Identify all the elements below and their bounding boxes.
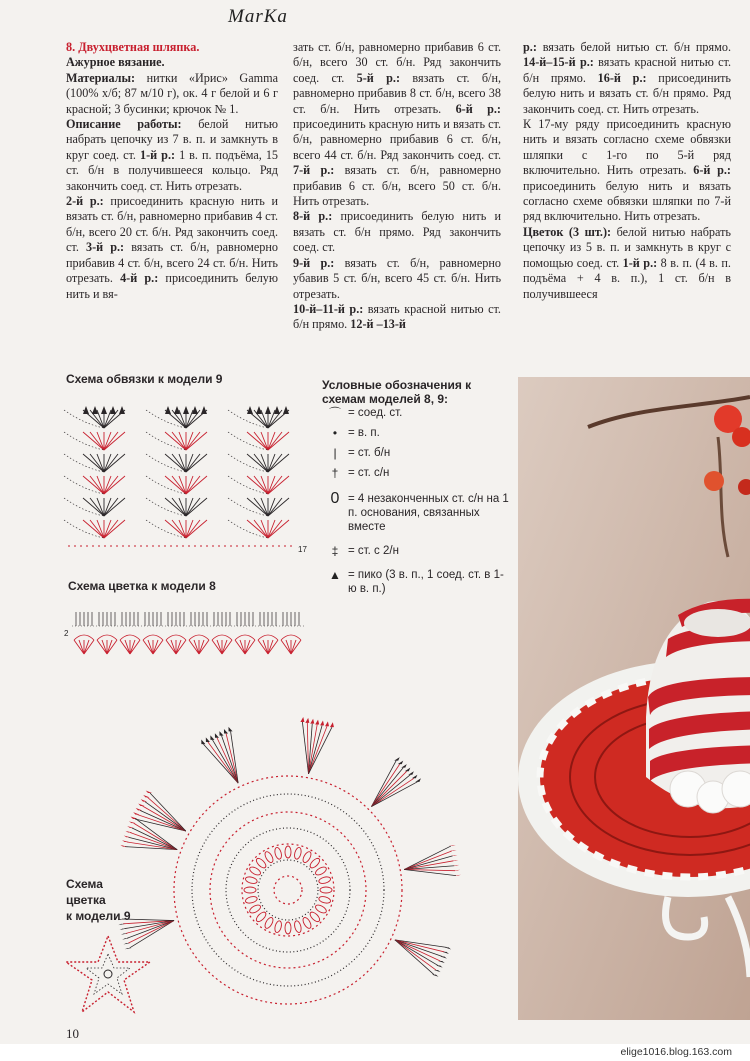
col3-text-3: присоединить белую нить и вязать ст. б/н прямо. Ряд закончить соед. ст. Нить отрезать.: [523, 70, 731, 116]
page-number: 10: [66, 1026, 79, 1041]
col3-text-4: присоединить белую нить и вязать согласно схеме обвязки шляпки по 7-й ряд включительно. Нить отрезать.: [523, 178, 731, 224]
col3-paragraph-2: К 17-му ряду присоединить красную нить и вязать согласно схеме обвязки шляпки с 1-го по 5-й ряд включительно. Нить отрезать.: [523, 117, 731, 178]
col2-text-6: вязать ст. б/н, равномерно убавив 5 ст. б/н, всего 45 ст. б/н. Нить отрезать.: [293, 255, 501, 301]
hat-circular-scheme-diagram: [118, 668, 508, 1020]
col3-text-5: белой нитью набрать цепочку из 5 в. п. и замкнуть в круг с помощью соед. ст.: [523, 224, 731, 270]
hat-photo: [518, 377, 750, 1020]
footer-url: elige1016.blog.163.com: [620, 1046, 732, 1058]
scheme-1-title: Схема обвязки к модели 9: [66, 372, 223, 386]
legend-item: † = ст. с/н: [322, 466, 512, 480]
flower-8-fans: [72, 612, 304, 654]
row-9-label: 9-й р.:: [293, 255, 335, 270]
cluster-stitch-icon: 0: [330, 490, 340, 507]
instructions-column-3: [523, 40, 731, 302]
col2-text-2: вязать ст. б/н, равномерно прибавив 8 ст. б/н, всего 38 ст. б/н. Нить отрезать.: [293, 70, 502, 116]
row-16-label: 16-й р.:: [597, 70, 647, 85]
row-3-label: 3-й р.:: [85, 240, 125, 255]
legend-item: ‡ = ст. с 2/н: [322, 544, 512, 558]
row-2-label: 2-й р.:: [66, 194, 104, 209]
col2-text-4: вязать ст. б/н, равномерно прибавив 6 ст. б/н, всего 50 ст. б/н. Нить отрезать.: [293, 163, 501, 209]
flower-8-scheme-diagram: [64, 600, 314, 660]
materials-label: Материалы:: [66, 70, 136, 85]
hat-illustration: [518, 377, 750, 1020]
flower-label: Цветок (3 шт.):: [523, 224, 612, 239]
edging-scheme-fans: [64, 406, 289, 538]
legend-item: | = ст. б/н: [322, 446, 512, 460]
row-1-text: 1 в. п. подъёма, 15 ст. б/н в получившееся кольцо. Ряд закончить соед. ст. Нить отрезать.: [66, 147, 279, 193]
scheme-3-title: Схема цветка к модели 9: [66, 877, 131, 923]
instructions-column-1: [66, 40, 278, 302]
row-6-label: 6-й р.:: [455, 101, 501, 116]
single-crochet-icon: |: [333, 446, 337, 460]
flower-8-row-number: 2: [64, 629, 69, 638]
row-1b-label: 1-й р.:: [622, 255, 658, 270]
chain-stitch-icon: •: [332, 426, 338, 440]
col3-text-2: вязать красной нитью ст. б/н прямо.: [523, 55, 731, 85]
row-6b-label: 6-й р.:: [693, 163, 731, 178]
treble-crochet-icon: ‡: [331, 544, 339, 558]
edging-scheme-diagram: [62, 392, 312, 564]
star-flower-outline: [66, 936, 150, 1012]
col3-text-1: вязать белой нитью ст. б/н прямо.: [536, 40, 731, 54]
materials-text: нитки «Ирис» Gamma (100% х/б; 87 м/10 г), ок. 4 г белой и 6 г красной; 3 бусинки; крючок № 1.: [66, 70, 278, 116]
circular-scheme-rounds: [174, 776, 402, 1004]
description-text: белой нитью набрать цепочку из 7 в. п. и замкнуть в круг соед. ст.: [66, 117, 278, 162]
pattern-heading: 8. Двухцветная шляпка.: [66, 40, 200, 54]
legend-title: Условные обозначения к схемам моделей 8, 9:: [322, 378, 472, 406]
row-12-13-label-cont: р.:: [523, 40, 537, 54]
row-14-15-label: 14-й–15-й р.:: [523, 55, 594, 70]
legend-item: 0 = 4 незаконченных ст. с/н на 1 п. основания, связанных вместе: [322, 492, 512, 534]
pattern-subheading: Ажурное вязание.: [66, 55, 165, 70]
col2-text-3: присоединить красную нить и вязать ст. б/н, равномерно прибавив 6 ст. б/н, всего 44 ст. б/н. Ряд закончить соед. ст.: [293, 117, 501, 162]
edging-row-number: 17: [298, 545, 307, 554]
legend: [322, 406, 512, 602]
col3-text-6: 8 в. п. (4 в. п. подъёма + 4 в. п.), 1 ст. б/н в получившееся: [523, 255, 731, 301]
row-3-text: вязать ст. б/н, равномерно прибавив 4 ст. б/н, всего 24 ст. б/н. Нить отрезать.: [66, 240, 278, 286]
row-10-11-label: 10-й–11-й р.:: [293, 301, 364, 316]
description-label: Описание работы:: [66, 117, 182, 132]
legend-item: ⌒ = соед. ст.: [322, 406, 512, 420]
scheme-2-title: Схема цветка к модели 8: [68, 579, 216, 593]
row-5-label: 5-й р.:: [356, 70, 401, 85]
col2-text-1: зать ст. б/н, равномерно прибавив 6 ст. б/н, всего 30 ст. б/н. Ряд закончить соед. ст.: [293, 40, 501, 85]
col2-text-5: присоединить белую нить и вязать ст. б/н прямо. Ряд закончить соед. ст.: [293, 209, 502, 255]
flower-9-scheme-diagram: [60, 932, 156, 1018]
col2-text-7: вязать красной нитью ст. б/н прямо.: [293, 301, 501, 332]
legend-item: • = в. п.: [322, 426, 512, 440]
double-crochet-icon: †: [331, 466, 339, 480]
instructions-column-2: [293, 40, 501, 333]
legend-item: ▲ = пико (3 в. п., 1 соед. ст. в 1-ю в. п.): [322, 568, 512, 596]
row-12-13-label: 12-й –13-й: [350, 317, 406, 332]
row-4-text: присоединить белую нить и вя-: [66, 271, 279, 301]
row-4-label: 4-й р.:: [120, 271, 159, 286]
slip-stitch-icon: ⌒: [328, 406, 341, 420]
row-2-text: присоединить красную нить и вязать ст. б/н, равномерно прибавив 4 ст. б/н, всего 20 ст. б/н. Ряд закончить соед. ст.: [66, 194, 279, 255]
row-7-label: 7-й р.:: [293, 163, 335, 178]
picot-icon: ▲: [329, 568, 341, 582]
row-1-label: 1-й р.:: [139, 147, 176, 162]
row-8-label: 8-й р.:: [293, 209, 333, 224]
brand-logo: MarKa: [228, 6, 288, 27]
